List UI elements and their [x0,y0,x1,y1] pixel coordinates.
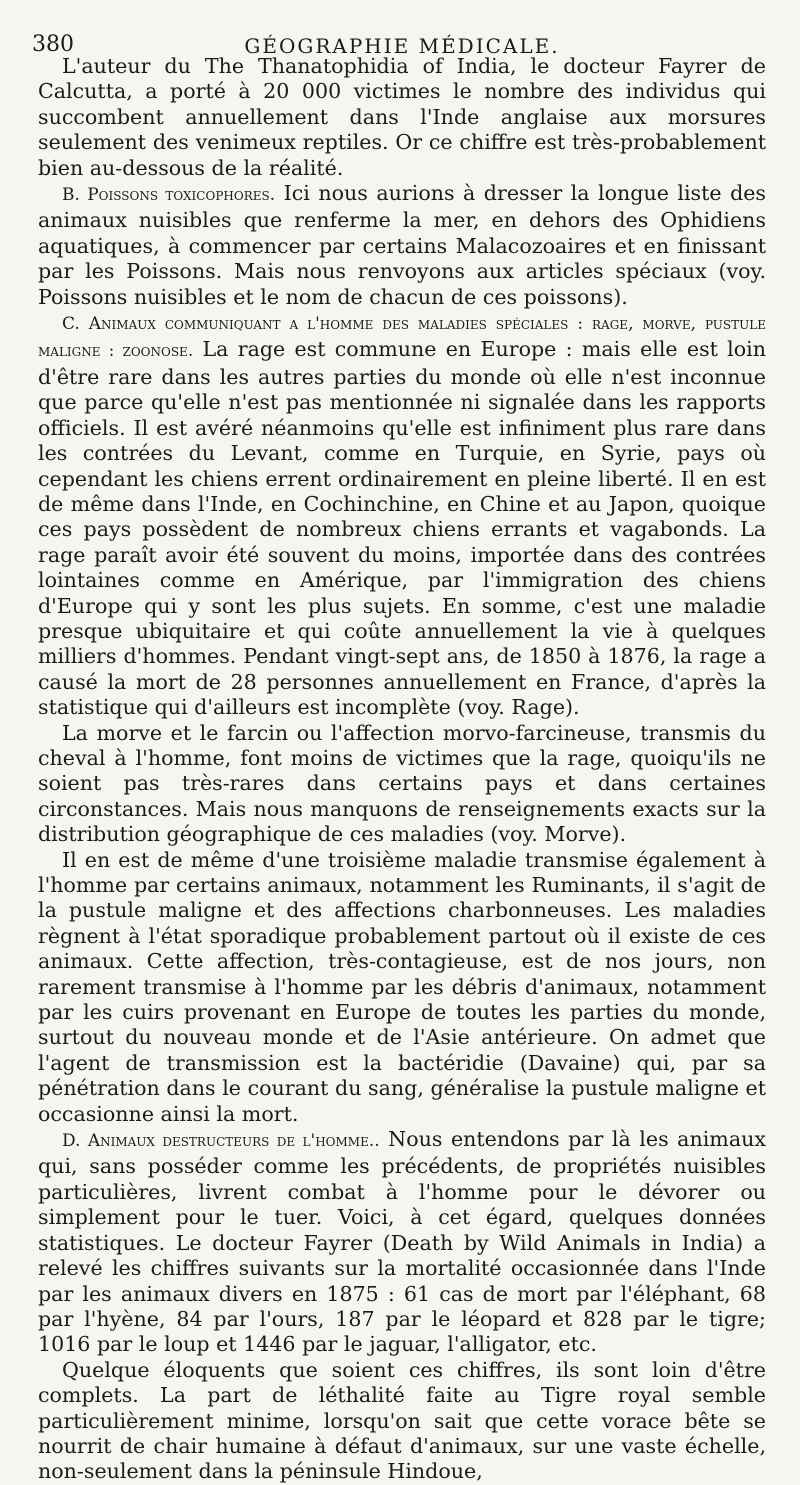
paragraph-4: La morve et le farcin ou l'affection morvo-farcineuse, transmis du cheval à l'homme, font moins de victimes que la rage, quoiqu'ils ne soient pas très-rares dans certains pays et dans certaines circonstances. Mais nous manquons de renseignements exacts sur la distribution géographique de ces maladies (voy. Morve). [38,720,766,847]
section-d-label: D. Animaux destructeurs de l'homme.. [62,1131,380,1152]
paragraph-2 [38,181,766,310]
paragraph-3 [38,310,766,721]
section-d-text: Nous entendons par là les animaux qui, sans posséder comme les précédents, de propriétés nuisibles particulières, livrent combat à l'homme pour le dévorer ou simplement pour le tuer. Voici, à cet égard, quelques données statistiques. Le docteur Fayrer (Death by Wild Animals in India) a relevé les chiffres suivants sur la mortalité occasionnée dans l'Inde par les animaux divers en 1875 : 61 cas de mort par l'éléphant, 68 par l'hyène, 84 par l'ours, 187 par le léopard et 828 par le tigre; 1016 par le loup et 1446 par le jaguar, l'alligator, etc. [38,1127,766,1357]
section-b-label: B. Poissons toxicophores. [62,185,276,206]
paragraph-5: Il en est de même d'une troisième maladie transmise également à l'homme par certains animaux, notamment les Ruminants, il s'agit de la pustule maligne et des affections charbonneuses. Les maladies règnent à l'état sporadique probablement partout où il existe de ces animaux. Cette affection, très-contagieuse, est de nos jours, non rarement transmise à l'homme par les débris d'animaux, notamment par les cuirs provenant en Europe de toutes les parties du monde, surtout du nouveau monde et de l'Asie antérieure. On admet que l'agent de transmission est la bactéridie (Davaine) qui, par sa pénétration dans le courant du sang, généralise la pustule maligne et occasionne ainsi la mort. [38,847,766,1126]
page-header [32,20,766,58]
running-head: GÉOGRAPHIE MÉDICALE. [244,34,560,58]
paragraph-1: L'auteur du The Thanatophidia of India, le docteur Fayrer de Calcutta, a porté à 20 000 victimes le nombre des individus qui succombent annuellement dans l'Inde anglaise aux morsures seulement des venimeux reptiles. Or ce chiffre est très-probablement bien au-dessous de la réalité. [38,54,766,180]
body-text [38,54,766,1485]
section-b-text: Ici nous aurions à dresser la longue liste des animaux nuisibles que renferme la mer, en dehors des Ophidiens aquatiques, à commencer par certains Malacozoaires et en finissant par les Poissons. Mais nous renvoyons aux articles spéciaux (voy. Poissons nuisibles et le nom de chacun de ces poissons). [38,181,767,309]
page-number: 380 [32,32,74,57]
section-c-label: C. Animaux communiquant a l'homme des maladies spéciales : rage, morve, pustule maligne : zoonose. [38,314,766,362]
section-c-text: La rage est commune en Europe : mais elle est loin d'être rare dans les autres parties du monde où elle n'est inconnue que parce qu'elle n'est pas mentionnée ni signalée dans les rapports officiels. Il est avéré néanmoins qu'elle est infiniment plus rare dans les contrées du Levant, comme en Turquie, en Syrie, pays où cependant les chiens errent ordinairement en pleine liberté. Il en est de même dans l'Inde, en Cochinchine, en Chine et au Japon, quoique ces pays possèdent de nombreux chiens errants et vagabonds. La rage paraît avoir été souvent du moins, importée dans des contrées lointaines comme en Amérique, par l'immigration des chiens d'Europe qui y sont les plus sujets. En somme, c'est une maladie presque ubiquitaire et qui coûte annuellement la vie à quelques milliers d'hommes. Pendant vingt-sept ans, de 1850 à 1876, la rage a causé la mort de 28 personnes annuellement en France, d'après la statistique qui d'ailleurs est incomplète (voy. Rage). [38,337,767,720]
paragraph-7: Quelque éloquents que soient ces chiffres, ils sont loin d'être complets. La part de léthalité faite au Tigre royal semble particulièrement minime, lorsqu'on sait que cette vorace bête se nourrit de chair humaine à défaut d'animaux, sur une vaste échelle, non-seulement dans la péninsule Hindoue, [38,1357,766,1484]
paragraph-6 [38,1127,766,1358]
